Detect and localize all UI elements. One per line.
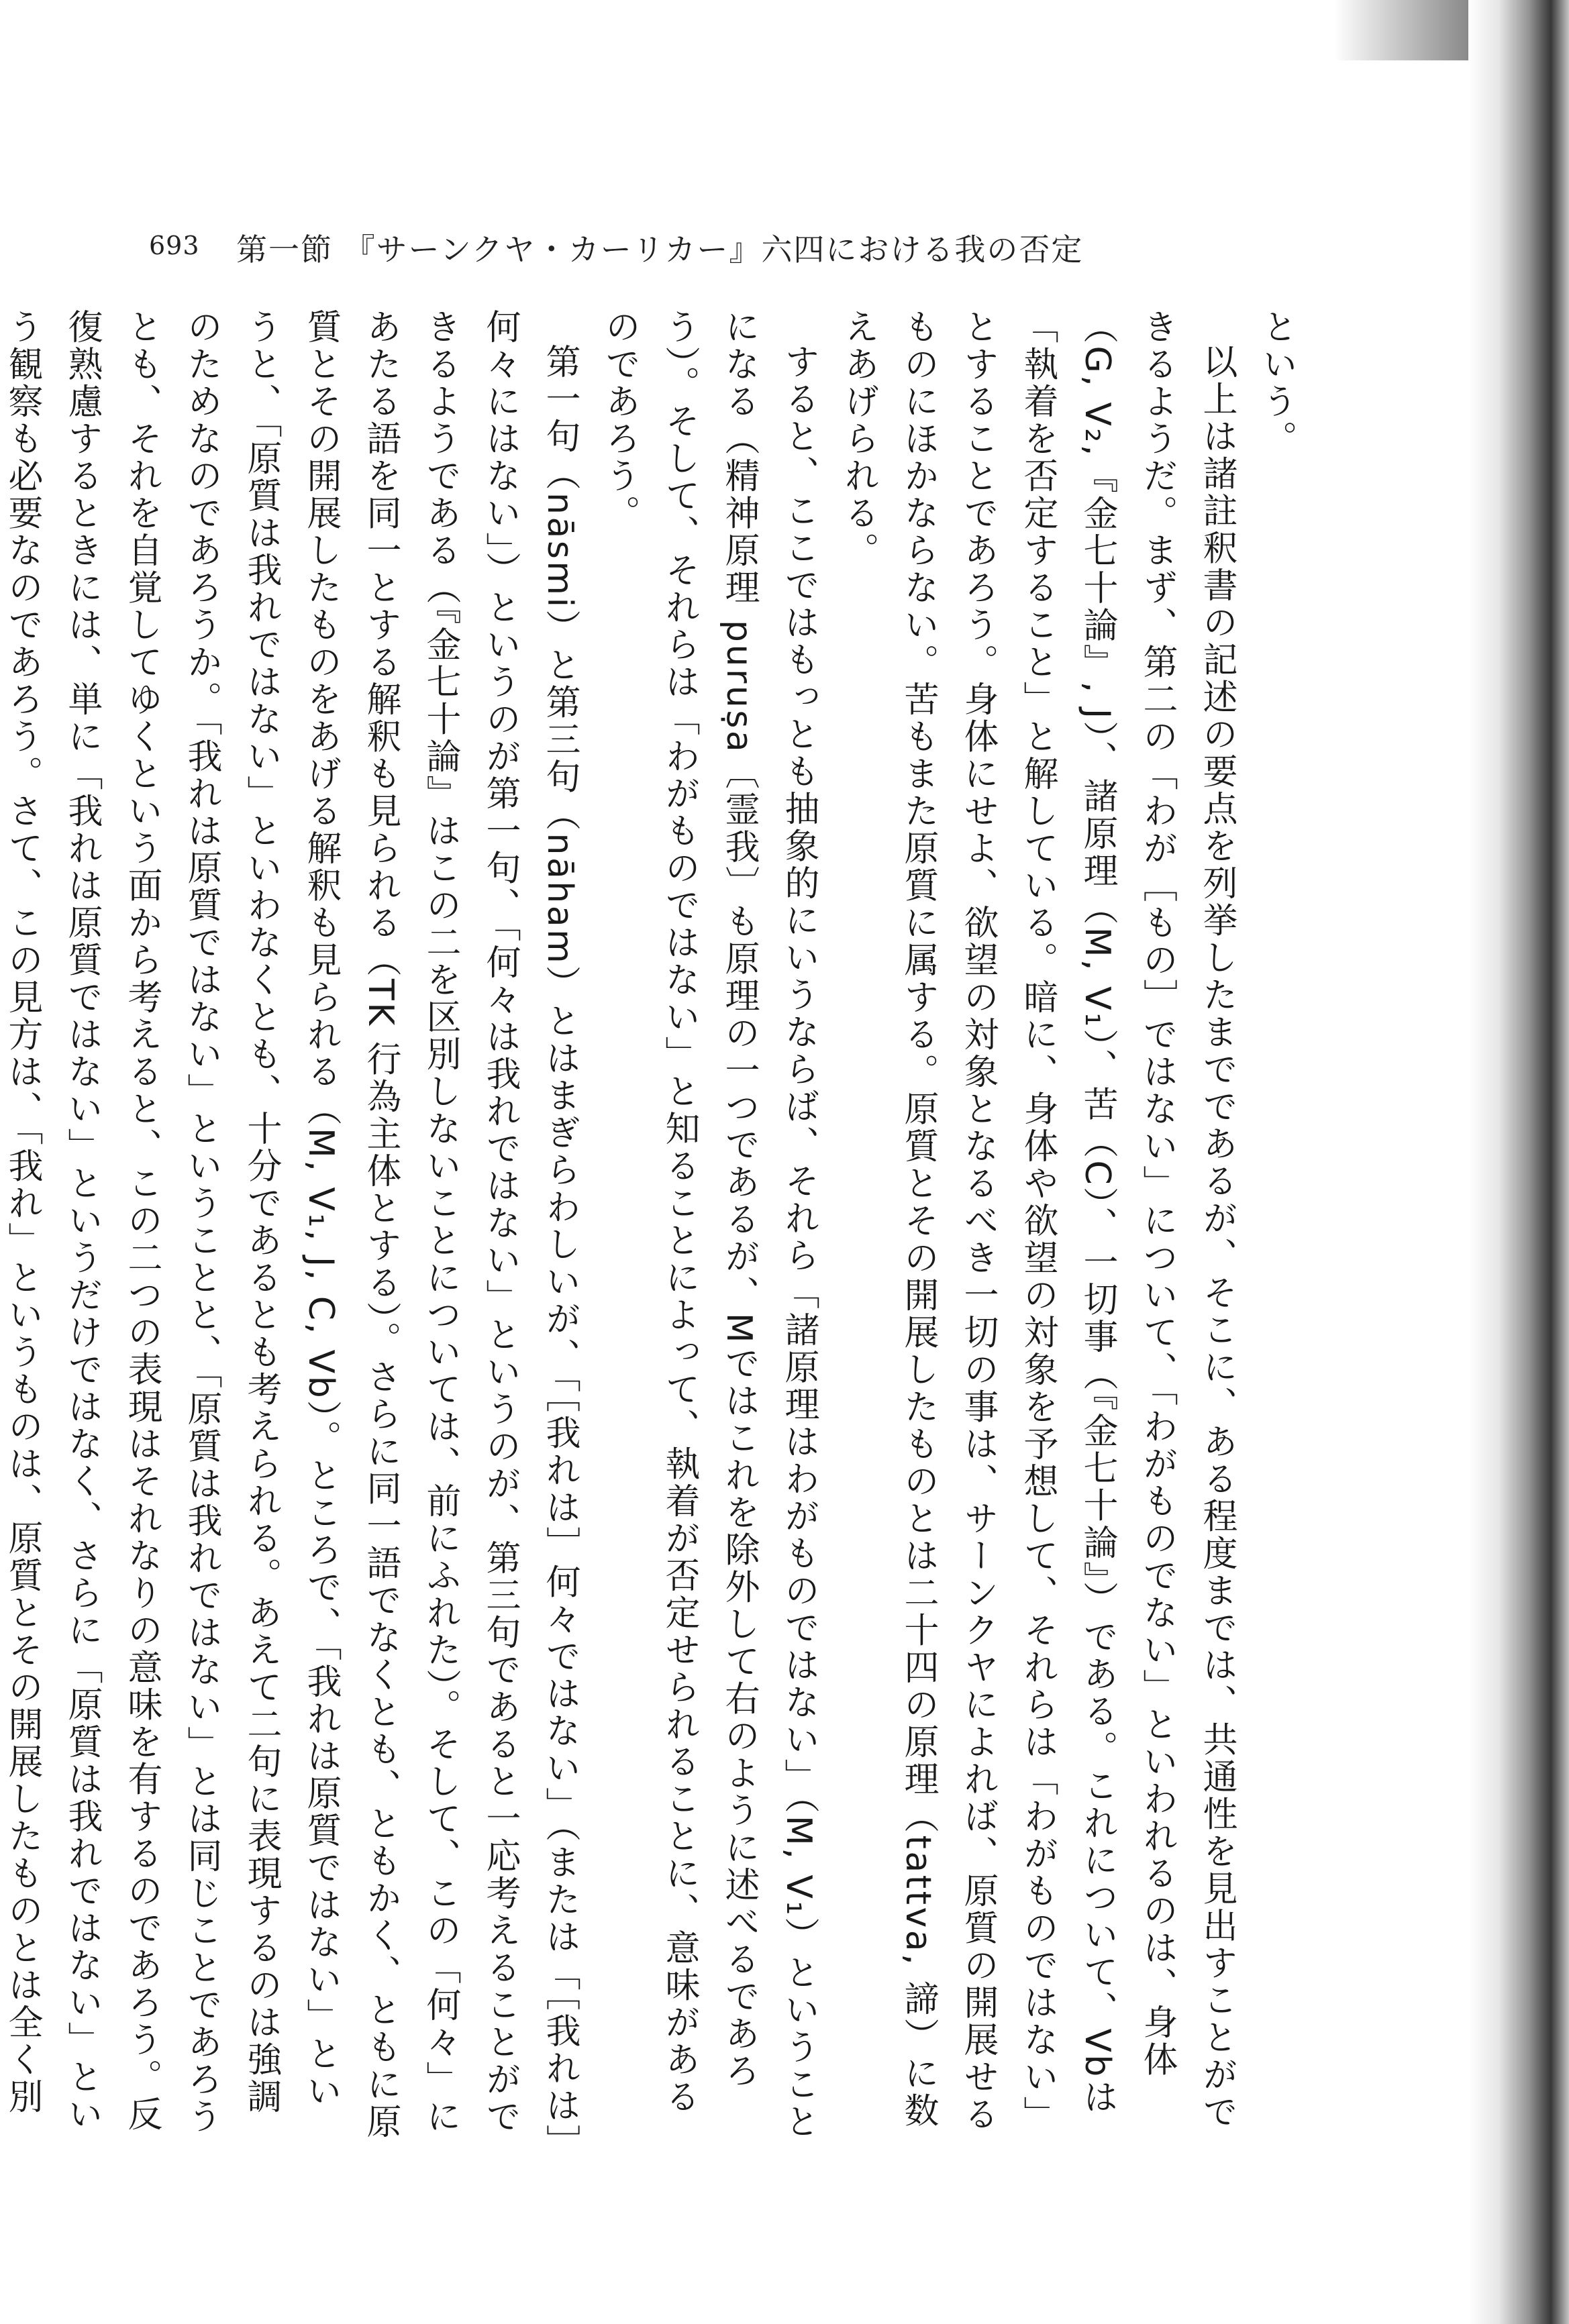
page-number: 693 bbox=[149, 231, 200, 260]
paragraph-4: 第一句（nāsmi）と第三句（nāham）とはまぎらわしいが、「［我れは］何々ではない」（または「［我れは］何々にはない」）というのが第一句、「何々は我れではない」というのが、第三句であると一応考えることができるようである（『金七十論』はこの二を区別しないことについては、前にふれた）。そして、この「何々」にあたる語を同一とする解釈も見られる（TK 行為主体とする）。さらに同一語でなくとも、ともかく、ともに原質とその開展したものをあげる解釈も見られる（M, V₁, J, C, Vb）。ところで、「我れは原質ではない」というと、「原質は我れではない」といわなくとも、十分であるとも考えられる。あえて二句に表現するのは強調のためなのであろうか。「我れは原質ではない」ということと、「原質は我れではない」とは同じことであろうとも、それを自覚してゆくという面から考えると、この二つの表現はそれなりの意味を有するのであろう。反復熟慮するときには、単に「我れは原質ではない」というだけではなく、さらに「原質は我れではない」という観察も必要なのであろう。さて、この見方は、「我れ」というものは、原質とその開展したものとは全く別 bbox=[2, 309, 580, 2145]
binding-shadow-top bbox=[1334, 0, 1468, 60]
paragraph-3: すると、ここではもっとも抽象的にいうならば、それら「諸原理はわがものではない」（M, V₁）ということになる（精神原理 puruṣa〔霊我〕も原理の一つであるが、Mではこれを除外して右のように述べるであろう）。そして、それらは「わがものではない」と知ることによって、執着が否定せられることに、意味があるのであろう。 bbox=[599, 309, 819, 2141]
body-text bbox=[2, 309, 1306, 2147]
paragraph-1: という。 bbox=[1256, 309, 1297, 458]
paragraph-2: 以上は諸註釈書の記述の要点を列挙したまでであるが、そこに、ある程度までは、共通性を見出すことができるようだ。まず、第二の「わが［もの］ではない」について、「わがものでない」といわれるのは、身体（G, V₂,『金七十論』, J）、諸原理（M, V₁）、苦（C）、一切事（『金七十論』）である。これについて、Vbは「執着を否定すること」と解している。暗に、身体や欲望の対象を予想して、それらは「わがものではない」とすることであろう。身体にせよ、欲望の対象となるべき一切の事は、サーンクヤによれば、原質の開展せるものにほかならない。苦もまた原質に属する。原質とその開展したものとは二十四の原理（tattva, 諦）に数えあげられる。 bbox=[838, 309, 1237, 2133]
binding-shadow bbox=[1468, 0, 1569, 2324]
running-title: 第一節 『サーンクヤ・カーリカー』六四における我の否定 bbox=[236, 231, 1084, 268]
